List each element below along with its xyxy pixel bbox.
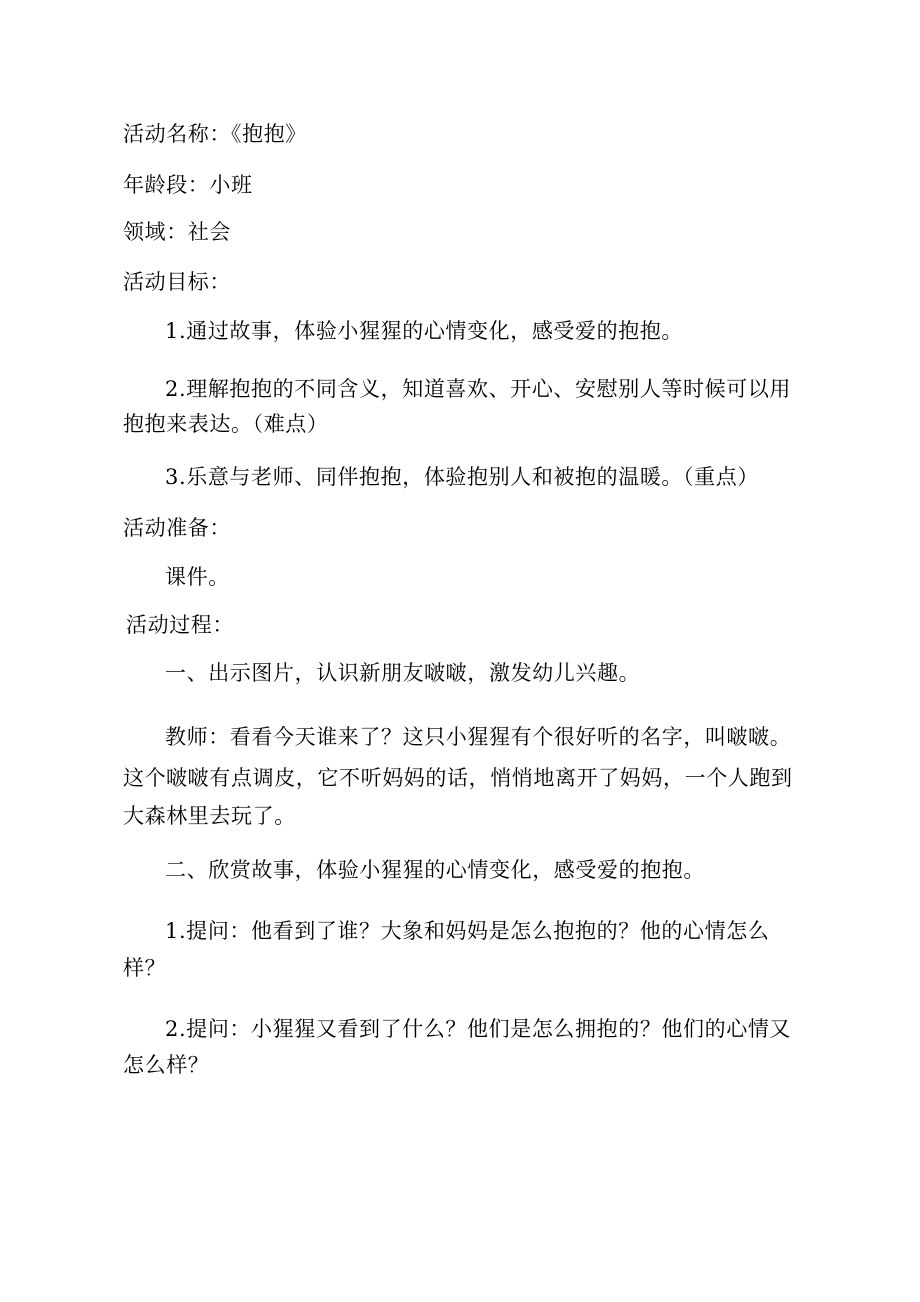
goals-heading: 活动目标：: [123, 270, 231, 294]
preparation-content: 课件。: [165, 565, 230, 589]
question-2-line-2: 怎么样？: [123, 1053, 210, 1077]
goal-item-3: 3.乐意与老师、同伴抱抱，体验抱别人和被抱的温暖。（重点）: [165, 465, 759, 489]
question-1-line-1: 1.提问：他看到了谁？大象和妈妈是怎么抱抱的？他的心情怎么: [165, 919, 770, 943]
teacher-line-2: 这个啵啵有点调皮，它不听妈妈的话，悄悄地离开了妈妈，一个人跑到: [123, 766, 793, 790]
goal-item-2-line-1: 2.理解抱抱的不同含义，知道喜欢、开心、安慰别人等时候可以用: [165, 377, 792, 401]
question-1-line-2: 样？: [123, 956, 167, 980]
teacher-line-3: 大森林里去玩了。: [123, 804, 296, 828]
process-heading: 活动过程：: [126, 613, 234, 637]
preparation-heading: 活动准备：: [123, 516, 231, 540]
goal-item-1: 1.通过故事，体验小猩猩的心情变化，感受爱的抱抱。: [165, 319, 684, 343]
teacher-line-1: 教师：看看今天谁来了？这只小猩猩有个很好听的名字，叫啵啵。: [165, 725, 792, 749]
question-2-line-1: 2.提问：小猩猩又看到了什么？他们是怎么拥抱的？他们的心情又: [165, 1017, 792, 1041]
goal-item-2-line-2: 抱抱来表达。（难点）: [123, 412, 329, 436]
process-step-2: 二、欣赏故事，体验小猩猩的心情变化，感受爱的抱抱。: [165, 858, 705, 882]
domain-field: 领域：社会: [123, 220, 231, 244]
age-group: 年龄段：小班: [123, 173, 253, 197]
activity-name: 活动名称：《抱抱》: [123, 122, 307, 146]
process-step-1: 一、出示图片，认识新朋友啵啵，激发幼儿兴趣。: [165, 661, 641, 685]
